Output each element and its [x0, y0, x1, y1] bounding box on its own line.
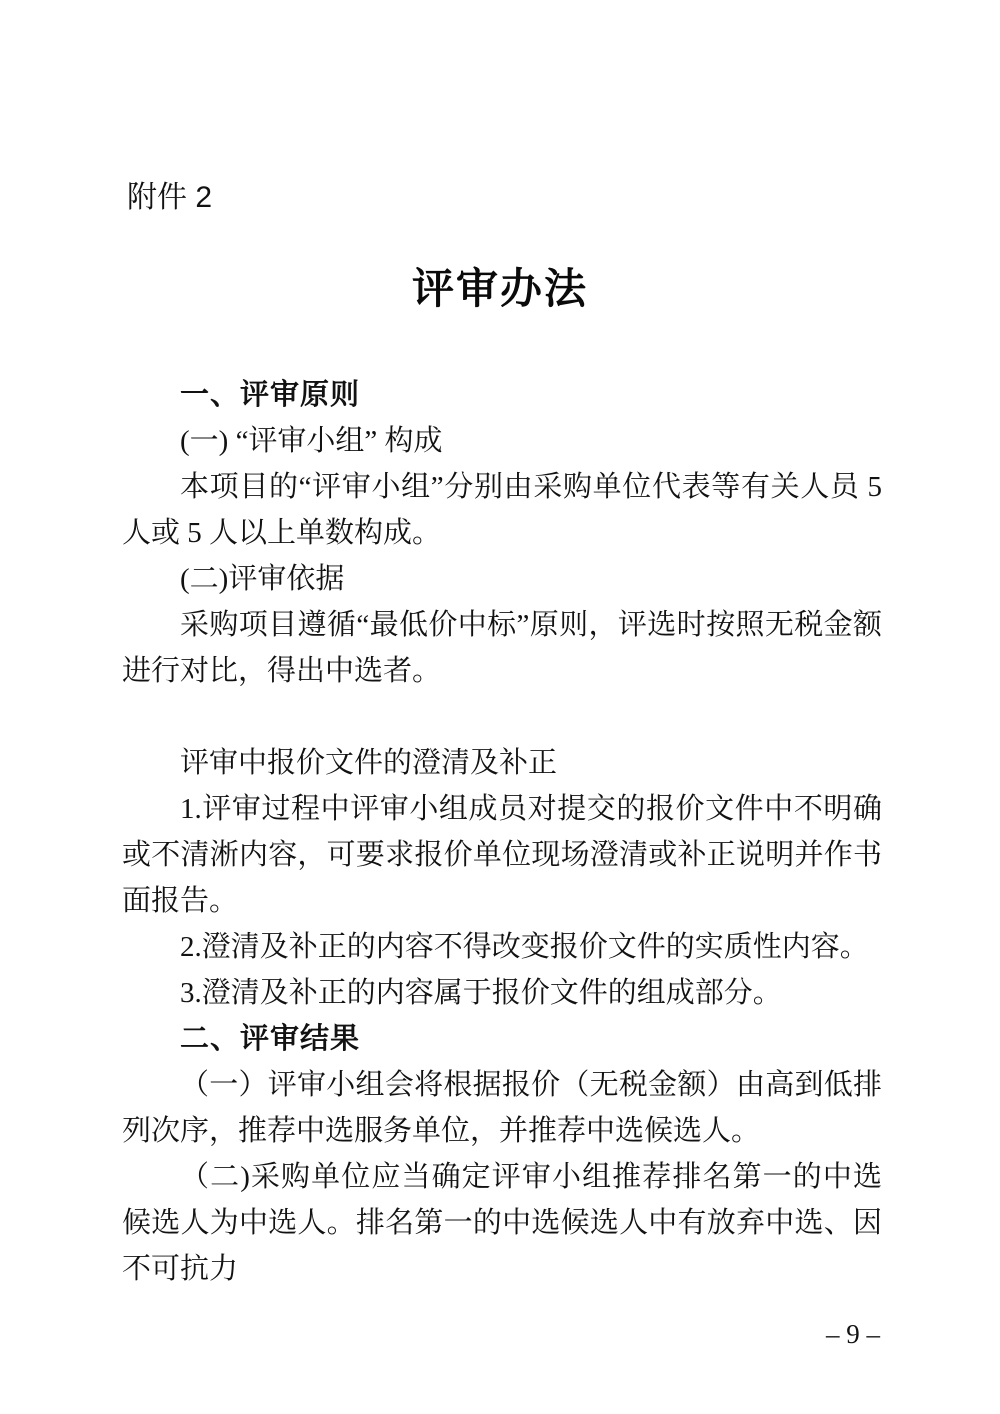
sub-heading-clarification: 评审中报价文件的澄清及补正 [180, 747, 558, 779]
paragraph-clarification-item-1: 1.评审过程中评审小组成员对提交的报价文件中不明确或不清淅内容，可要求报价单位现场澄清或补正说明并作书面报告。 [122, 793, 882, 917]
document-title: 评审办法 [411, 267, 588, 313]
document-body [122, 372, 882, 1292]
attachment-label: 附件 2 [127, 181, 213, 214]
blank-line [122, 694, 882, 740]
paragraph-result-item-2: （二)采购单位应当确定评审小组推荐排名第一的中选候选人为中选人。排名第一的中选候选人中有放弃中选、因不可抗力 [122, 1161, 882, 1285]
paragraph-result-item-1: （一）评审小组会将根据报价（无税金额）由高到低排列次序，推荐中选服务单位，并推荐中选候选人。 [122, 1069, 882, 1147]
paragraph-clarification-item-3: 3.澄清及补正的内容属于报价文件的组成部分。 [180, 977, 782, 1009]
paragraph-committee-composition: 本项目的“评审小组”分别由采购单位代表等有关人员 5 人或 5 人以上单数构成。 [122, 471, 882, 549]
sub-heading-1-2: (二)评审依据 [180, 563, 345, 595]
sub-heading-1-1: (一) “评审小组” 构成 [180, 425, 443, 457]
paragraph-clarification-item-2: 2.澄清及补正的内容不得改变报价文件的实质性内容。 [180, 931, 869, 963]
section-heading-2: 二、评审结果 [180, 1023, 361, 1055]
footer-page-number: – 9 – [826, 1319, 880, 1349]
paragraph-evaluation-basis: 采购项目遵循“最低价中标”原则，评选时按照无税金额进行对比，得出中选者。 [122, 609, 882, 687]
section-heading-1: 一、评审原则 [180, 379, 361, 411]
